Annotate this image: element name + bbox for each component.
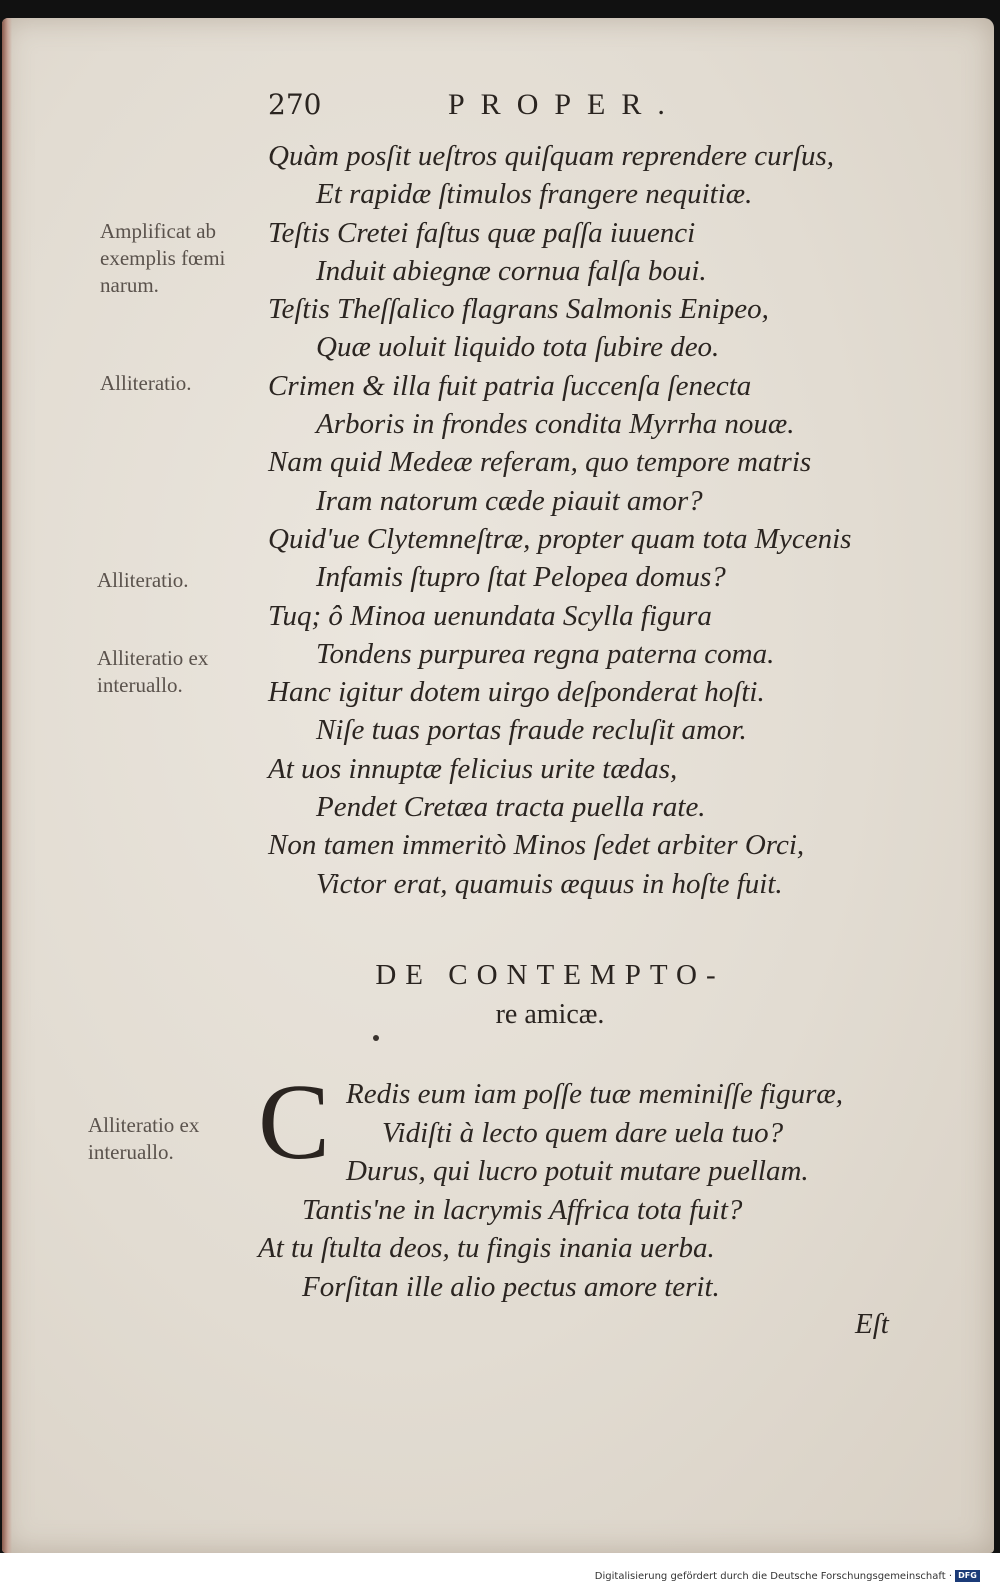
verse-line: Tondens purpurea regna paterna coma. bbox=[316, 637, 775, 670]
verse-line: Crimen & illa fuit patria ſuccenſa ſenecta bbox=[268, 369, 752, 402]
verse-line: Tantis'ne in lacrymis Affrica tota fuit? bbox=[302, 1193, 743, 1226]
verse-line: Niſe tuas portas fraude recluſit amor. bbox=[316, 714, 747, 747]
verse-line: Quid'ue Clytemneſtræ, propter quam tota Mycenis bbox=[268, 522, 852, 555]
marginal-note: Alliteratio. bbox=[97, 568, 189, 592]
section-heading bbox=[340, 955, 760, 1035]
marginal-note: Alliteratio ex interuallo. bbox=[88, 1113, 200, 1164]
marginal-note: Alliteratio ex interuallo. bbox=[97, 646, 209, 697]
funding-credit: Digitalisierung gefördert durch die Deutsche Forschungsgemeinschaft · bbox=[594, 1571, 952, 1582]
verse-line: Non tamen immeritò Minos ſedet arbiter Orci, bbox=[268, 829, 805, 862]
verse-line: Induit abiegnæ cornua falſa boui. bbox=[316, 254, 707, 287]
verse-line: Quæ uoluit liquido tota ſubire deo. bbox=[316, 331, 720, 364]
verse-line: At uos innuptæ felicius urite tædas, bbox=[268, 752, 678, 785]
verse-line: Durus, qui lucro potuit mutare puellam. bbox=[346, 1155, 809, 1187]
verse-line: Quàm posſit ueſtros quiſquam reprendere curſus, bbox=[268, 140, 834, 172]
verse-line: Iram natorum cæde piauit amor? bbox=[316, 484, 703, 517]
verse-line: Teſtis Theſſalico flagrans Salmonis Enipeo, bbox=[268, 293, 769, 326]
verse-line: Hanc igitur dotem uirgo deſponderat hoſti. bbox=[268, 676, 765, 709]
verse-line: Nam quid Medeæ referam, quo tempore matris bbox=[268, 446, 812, 479]
verse-line: Teſtis Cretei faſtus quæ paſſa iuuenci bbox=[268, 216, 696, 249]
marginal-note: Alliteratio. bbox=[100, 371, 192, 395]
marginal-note: Amplificat ab exemplis fœmi narum. bbox=[100, 219, 226, 297]
verse-line: Infamis ſtupro ſtat Pelopea domus? bbox=[316, 561, 726, 594]
section-heading-line: DE CONTEMPTO- bbox=[375, 959, 725, 991]
verse-line: Forſitan ille alio pectus amore terit. bbox=[302, 1270, 720, 1303]
page-header bbox=[268, 88, 708, 128]
dfg-logo: DFG bbox=[955, 1570, 980, 1582]
page-edge bbox=[2, 18, 12, 1553]
verse-line: Tuq; ô Minoa uenundata Scylla figura bbox=[268, 599, 712, 632]
section-heading-line: re amicæ. bbox=[495, 999, 605, 1030]
ornament-dot bbox=[373, 1035, 379, 1041]
verse-line: Et rapidæ ſtimulos frangere nequitiæ. bbox=[316, 178, 753, 211]
verse-line: Vidiſti à lecto quem dare uela tuo? bbox=[382, 1116, 784, 1149]
running-title: PROPER. bbox=[448, 88, 681, 121]
verse-block bbox=[268, 137, 888, 903]
verse-line: Pendet Cretæa tracta puella rate. bbox=[316, 791, 706, 824]
verse-line: Redis eum iam poſſe tuæ meminiſſe figuræ, bbox=[346, 1078, 843, 1110]
drop-cap: C bbox=[258, 1063, 331, 1182]
page-number: 270 bbox=[268, 88, 322, 121]
verse-line: Victor erat, quamuis æquus in hoſte fuit. bbox=[316, 867, 783, 900]
catchword: Eſt bbox=[855, 1308, 889, 1340]
verse-line: At tu ſtulta deos, tu fingis inania uerba. bbox=[258, 1232, 715, 1264]
verse-line: Arboris in frondes condita Myrrha nouæ. bbox=[316, 408, 795, 441]
poem-block bbox=[250, 1063, 890, 1306]
